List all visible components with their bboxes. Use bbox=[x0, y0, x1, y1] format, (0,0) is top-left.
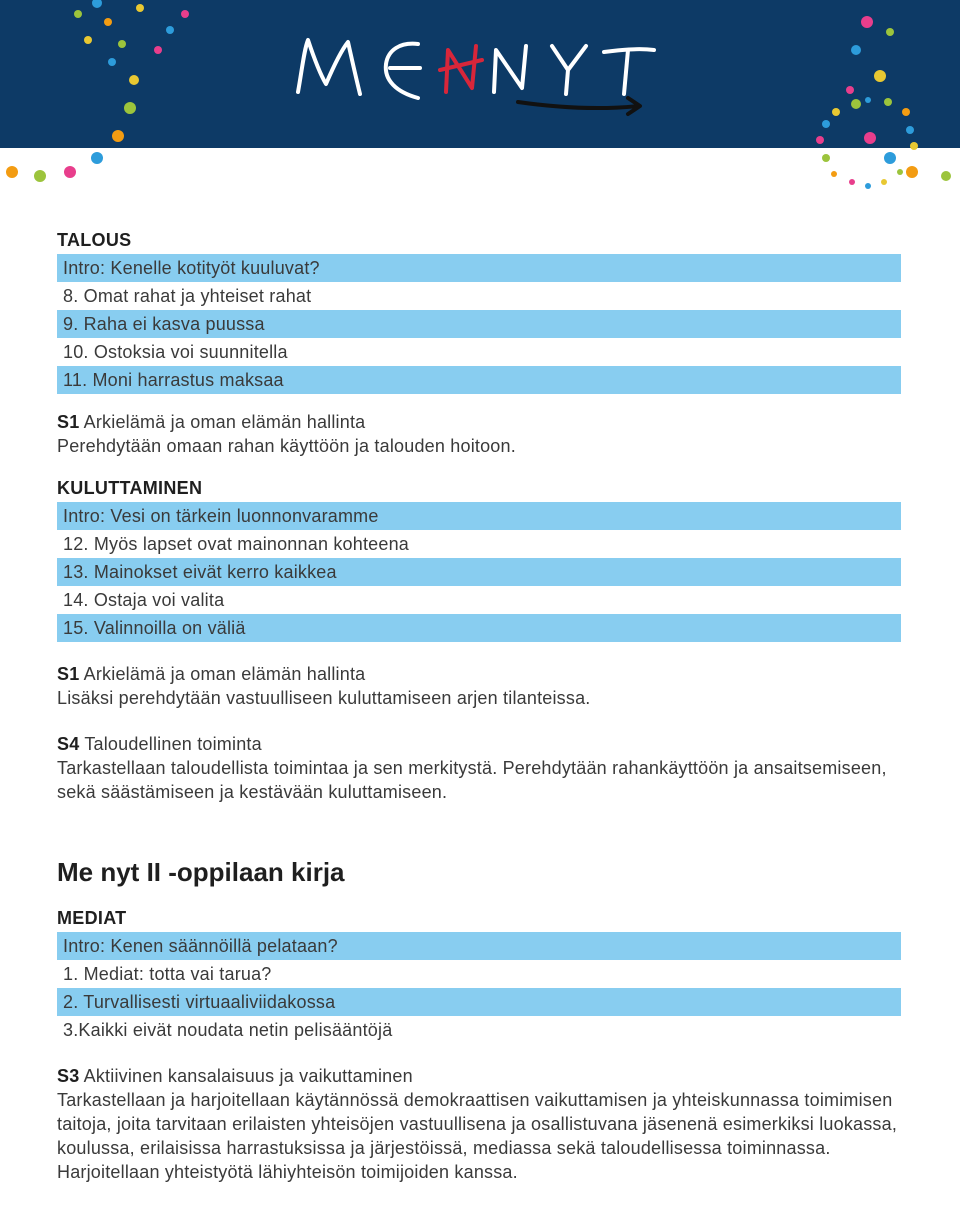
mediat-heading: MEDIAT bbox=[57, 908, 127, 928]
book-title: Me nyt II -oppilaan kirja bbox=[57, 857, 345, 887]
confetti-dots-decoration bbox=[0, 0, 960, 200]
mediat-item: 1. Mediat: totta vai tarua? bbox=[63, 964, 272, 984]
s-code: S1 bbox=[57, 664, 80, 684]
mediat-item: 2. Turvallisesti virtuaaliviidakossa bbox=[57, 988, 901, 1016]
s-code: S1 bbox=[57, 412, 80, 432]
kuluttaminen-item: Intro: Vesi on tärkein luonnonvaramme bbox=[57, 502, 901, 530]
talous-item: 11. Moni harrastus maksaa bbox=[57, 366, 901, 394]
s-description: Tarkastellaan ja harjoitellaan käytännössä demokraattisen vaikuttamisen ja yhteiskunnassa toimimisen taitoja, joita tarvitaan erilaisten yhteisöjen vastuullisena ja osallistuvana jäsenenä esimerkiksi luokassa, koulussa, erilaisissa harrastuksissa ja järjestöissä, mediassa sekä taloudellisessa toiminnassa. Harjoitellaan yhteistyötä lähiyhteisön toimijoiden kanssa. bbox=[57, 1090, 898, 1182]
s-code: S4 bbox=[57, 734, 80, 754]
s-description: Tarkastellaan taloudellista toimintaa ja sen merkitystä. Perehdytään rahankäyttöön ja ansaitsemiseen, sekä säästämiseen ja kestävään kuluttamiseen. bbox=[57, 758, 887, 802]
talous-item: 9. Raha ei kasva puussa bbox=[57, 310, 901, 338]
s-title: Taloudellinen toiminta bbox=[84, 734, 262, 754]
talous-heading: TALOUS bbox=[57, 230, 132, 250]
talous-item: 8. Omat rahat ja yhteiset rahat bbox=[63, 286, 312, 306]
kuluttaminen-s4-block bbox=[57, 732, 901, 804]
kuluttaminen-s1-block bbox=[57, 662, 901, 710]
kuluttaminen-item: 15. Valinnoilla on väliä bbox=[57, 614, 901, 642]
s-title: Arkielämä ja oman elämän hallinta bbox=[83, 412, 366, 432]
kuluttaminen-item: 12. Myös lapset ovat mainonnan kohteena bbox=[63, 534, 410, 554]
kuluttaminen-item: 13. Mainokset eivät kerro kaikkea bbox=[57, 558, 901, 586]
mediat-item: Intro: Kenen säännöillä pelataan? bbox=[57, 932, 901, 960]
s-description: Lisäksi perehdytään vastuulliseen kuluttamiseen arjen tilanteissa. bbox=[57, 688, 591, 708]
talous-s1-block bbox=[57, 410, 901, 458]
s-title: Arkielämä ja oman elämän hallinta bbox=[83, 664, 366, 684]
mediat-s3-block bbox=[57, 1064, 901, 1184]
main-content bbox=[57, 226, 901, 1184]
kuluttaminen-item: 14. Ostaja voi valita bbox=[63, 590, 225, 610]
s-code: S3 bbox=[57, 1066, 80, 1086]
mediat-item: 3.Kaikki eivät noudata netin pelisääntöjä bbox=[63, 1020, 393, 1040]
s-description: Perehdytään omaan rahan käyttöön ja talouden hoitoon. bbox=[57, 436, 516, 456]
s-title: Aktiivinen kansalaisuus ja vaikuttaminen bbox=[83, 1066, 413, 1086]
talous-item: Intro: Kenelle kotityöt kuuluvat? bbox=[57, 254, 901, 282]
talous-item: 10. Ostoksia voi suunnitella bbox=[63, 342, 288, 362]
kuluttaminen-heading: KULUTTAMINEN bbox=[57, 478, 203, 498]
